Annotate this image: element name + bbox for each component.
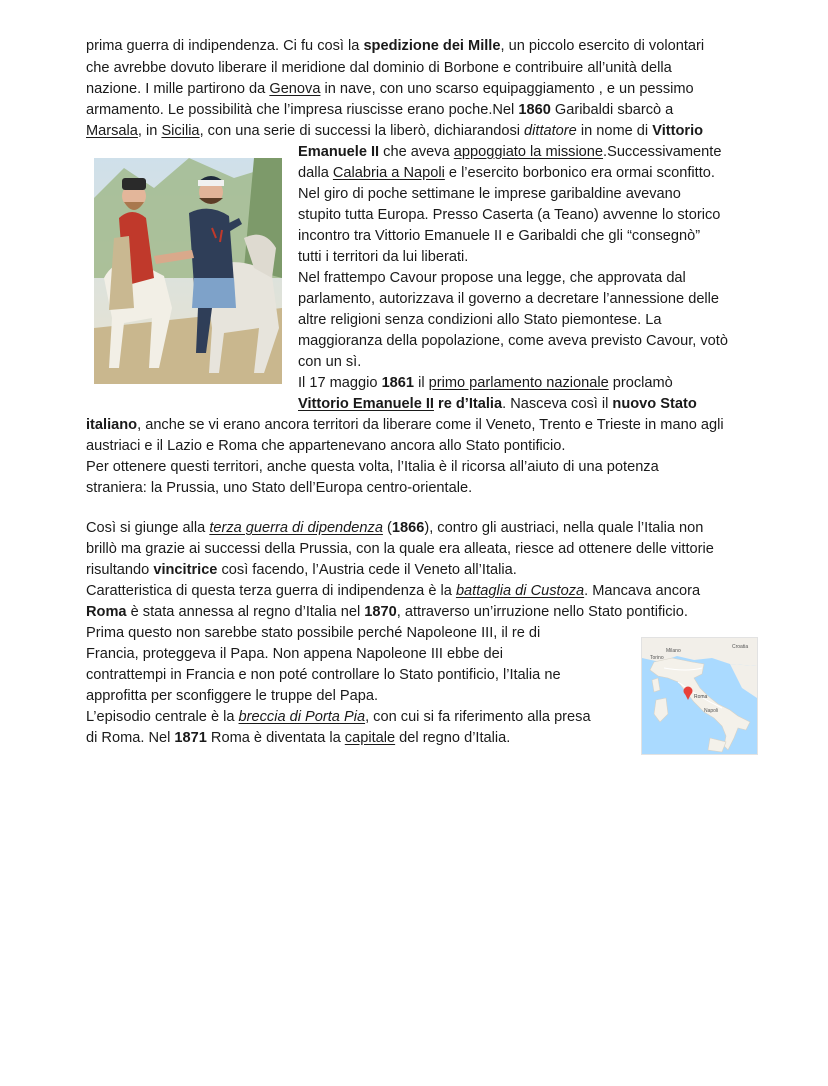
text-line: che avrebbe dovuto liberare il meridione dal dominio di Borbone e contribuire all’unità della [86,60,672,76]
text-line: parlamento, autorizzava il governo a decretare l’annessione delle [298,291,720,307]
text-line: Vittorio Emanuele II re d’Italia. Nasceva così il nuovo Stato [298,396,697,412]
map-label-napoli: Napoli [704,708,719,714]
text-line: altre religioni senza condizioni allo Stato piemontese. La [298,312,662,328]
text-line: Prima questo non sarebbe stato possibile perché Napoleone III, il re di [86,625,541,641]
text-line: incontro tra Vittorio Emanuele II e Garibaldi che gli “consegnò” [298,228,701,244]
map-label-torino: Torino [650,655,664,661]
text-line: risultando vincitrice così facendo, l’Austria cede il Veneto all’Italia. [86,562,517,578]
text-line: approfitta per sconfiggere le truppe del Papa. [86,688,379,704]
text-line: armamento. Le possibilità che l’impresa riuscisse erano poche.Nel 1860 Garibaldi sbarcò a [86,102,674,118]
text-line: L’episodio centrale è la breccia di Porta Pia, con cui si fa riferimento alla presa [86,709,591,725]
teano-meeting-illustration [94,158,282,384]
text-line: Per ottenere questi territori, anche questa volta, l’Italia è il ricorsa all’aiuto di una potenza [86,459,659,475]
text-line: austriaci e il Lazio e Roma che appartenevano ancora allo Stato pontificio. [86,438,566,454]
text-line: italiano, anche se vi erano ancora territori da liberare come il Veneto, Trento e Trieste in mano agli [86,417,724,433]
text-line: Roma è stata annessa al regno d’Italia nel 1870, attraverso un’irruzione nello Stato pontificio. [86,604,688,620]
text-line: straniera: la Prussia, uno Stato dell’Europa centro-orientale. [86,480,473,496]
text-line: Caratteristica di questa terza guerra di indipendenza è la battaglia di Custoza. Mancava ancora [86,583,701,599]
italy-map [641,637,758,755]
text-line: Nel frattempo Cavour propose una legge, che approvata dal [298,270,686,286]
text-line: Marsala, in Sicilia, con una serie di successi la liberò, dichiarandosi dittatore in nome di Vittorio [86,123,704,139]
text-line: stupito tutta Europa. Presso Caserta (a Teano) avvenne lo storico [298,207,721,223]
text-line: prima guerra di indipendenza. Ci fu così la spedizione dei Mille, un piccolo esercito di volontari [86,38,705,54]
text-line: di Roma. Nel 1871 Roma è diventata la capitale del regno d’Italia. [86,730,511,746]
map-label-roma: Roma [694,694,708,700]
text-line: Nel giro di poche settimane le imprese garibaldine avevano [298,186,681,202]
text-line: Francia, proteggeva il Papa. Non appena Napoleone III ebbe dei [86,646,504,662]
text-line: nazione. I mille partirono da Genova in nave, con uno scarso equipaggiamento , e un pessimo [86,81,694,97]
text-line: Il 17 maggio 1861 il primo parlamento nazionale proclamò [298,375,673,391]
text-line: Emanuele II che aveva appoggiato la missione.Successivamente [298,144,722,160]
text-line: Così si giunge alla terza guerra di dipendenza (1866), contro gli austriaci, nella quale l’Italia non [86,520,704,536]
map-label-croatia: Croatia [732,644,749,650]
text-line: maggioranza della popolazione, come aveva previsto Cavour, votò [298,333,728,349]
text-line: contrattempi in Francia e non poté controllare lo Stato pontificio, l’Italia ne [86,667,561,683]
text-line: con un sì. [298,354,362,370]
text-line: tutti i territori da lui liberati. [298,249,469,265]
text-line: brillò ma grazie ai successi della Prussia, con la quale era alleata, riesce ad ottenere delle vittorie [86,541,714,557]
text-line: dalla Calabria a Napoli e l’esercito borbonico era ormai sconfitto. [298,165,715,181]
map-label-milano: Milano [666,648,681,654]
